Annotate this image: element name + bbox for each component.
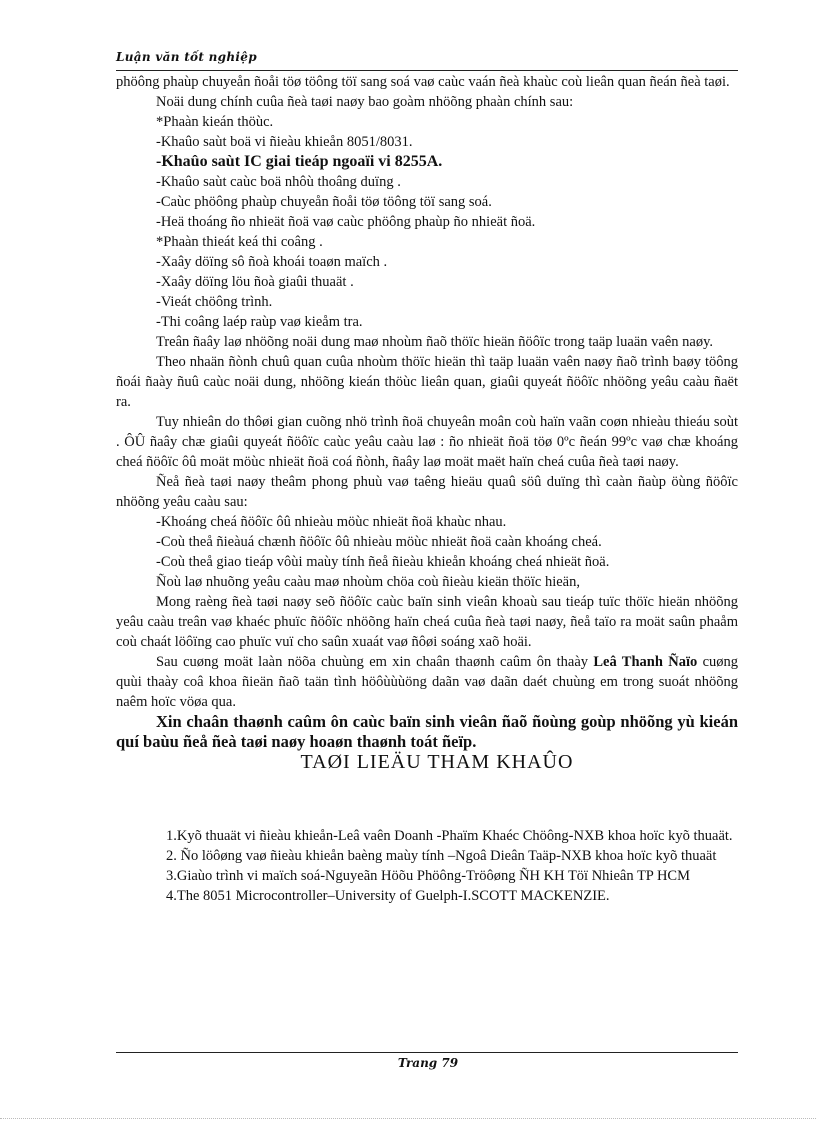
paragraph: Mong raèng ñeà taøi naøy seõ ñöôïc caùc baïn sinh vieân khoaù sau tieáp tuïc thöïc hieän nhöõng yeâu caàu treân vaø khaéc phuïc ñöôïc nhöõng haïn cheá cuûa ñeà taøi naøy, ñeå taïo ra moät saûn phaåm coù chaát löôïng cao phuïc vuï cho saûn xuaát vaø ñôøi soáng xaõ hoäi. bbox=[116, 594, 738, 650]
reference-item: 1.Kyõ thuaät vi ñieàu khieån-Leâ vaên Doanh -Phaïm Khaéc Chöông-NXB khoa hoïc kyõ thuaät. bbox=[166, 828, 733, 844]
footer-rule bbox=[116, 1052, 738, 1053]
paragraph: Tuy nhieân do thôøi gian cuõng nhö trình ñoä chuyeân moân coù haïn vaãn coøn nhieàu thieáu soùt . ÔÛ ñaây chæ giaûi quyeát ñöôïc caùc yeâu caàu laø : ño nhieät ñoä töø 0ºc ñeán 99ºc vaø chæ khoáng cheá ñöôïc ôû moät möùc nhieät ñoä coá ñònh, ñaây laø moät maët haïn cheá cuûa ñeà taøi naøy. bbox=[116, 414, 738, 470]
requirement-item: -Coù theå giao tieáp vôùi maùy tính ñeå ñieàu khieån khoáng cheá nhieät ñoä. bbox=[156, 554, 610, 570]
reference-item: 2. Ño löôøng vaø ñieàu khieån baèng maùy tính –Ngoâ Dieân Taäp-NXB khoa hoïc kyõ thuaät bbox=[166, 848, 717, 864]
outline-item: -Thi coâng laép raùp vaø kieåm tra. bbox=[156, 314, 363, 330]
outline-item: -Xaây döïng sô ñoà khoái toaøn maïch . bbox=[156, 254, 388, 270]
outline-part-1: *Phaàn kieán thöùc. bbox=[156, 114, 274, 130]
intro-continuation: phöông phaùp chuyeån ñoåi töø töông töï sang soá vaø caùc vaán ñeà khaùc coù lieân quan ñeán ñeà taøi. bbox=[116, 74, 730, 90]
page-edge-dotted-line bbox=[0, 1118, 816, 1119]
outline-item: -Heä thoáng ño nhieät ñoä vaø caùc phöông phaùp ño nhieät ñoä. bbox=[156, 214, 536, 230]
thanks-paragraph: Xin chaân thaønh caûm ôn caùc baïn sinh vieân ñaõ ñoùng goùp nhöõng yù kieán quí baùu ñeå ñeà taøi naøy hoaøn thaønh toát ñeïp. bbox=[116, 712, 738, 751]
header-rule bbox=[116, 70, 738, 71]
outline-item: -Xaây döïng löu ñoà giaûi thuaät . bbox=[156, 274, 354, 290]
running-header: Luận văn tốt nghiệp bbox=[116, 50, 257, 64]
outline-item-bold: -Khaûo saùt IC giai tieáp ngoaïi vi 8255A. bbox=[156, 153, 443, 170]
advisor-name: Leâ Thanh Ñaïo bbox=[593, 654, 698, 670]
outline-list bbox=[116, 112, 738, 332]
references-list bbox=[116, 826, 738, 906]
reference-item: 3.Giaùo trình vi maïch soá-Nguyeãn Höõu Phöông-Tröôøng ÑH KH Töï Nhieân TP HCM bbox=[166, 868, 690, 884]
paragraph: Ñeå ñeà taøi naøy theâm phong phuù vaø taêng hieäu quaû söû duïng thì caàn ñaùp öùng ñöôïc nhöõng yeâu caàu sau: bbox=[116, 474, 738, 510]
page-number: Trang 79 bbox=[397, 1056, 459, 1070]
requirement-item: -Coù theå ñieàuá chænh ñöôïc ôû nhieàu möùc nhieät ñoä caàn khoáng cheá. bbox=[156, 534, 602, 550]
paragraph: Treân ñaây laø nhöõng noäi dung maø nhoùm ñaõ thöïc hieän ñöôïc trong taäp luaän vaên naøy. bbox=[156, 334, 714, 350]
outline-item: -Vieát chöông trình. bbox=[156, 294, 273, 310]
outline-item: -Caùc phöông phaùp chuyeån ñoåi töø töông töï sang soá. bbox=[156, 194, 492, 210]
intro-lead: Noäi dung chính cuûa ñeà taøi naøy bao goàm nhöõng phaàn chính sau: bbox=[156, 94, 574, 110]
acknowledgement-text-cont: cuøng quùi thaày coâ khoa ñieän ñaõ taän tình höôùùùöng daãn vaø daãn daét chuùng em trong suoát nhöõng naêm hoïc vöøa qua. bbox=[116, 654, 739, 710]
acknowledgement-text: Sau cuøng moät laàn nöõa chuùng em xin chaân thaønh caûm ôn thaày bbox=[156, 654, 594, 670]
paragraph: Theo nhaän ñònh chuû quan cuûa nhoùm thöïc hieän thì taäp luaän vaên naøy ñaõ trình baøy töông ñoái ñaày ñuû caùc noäi dung, nhöõng kieán thöùc lieân quan, giaûi quyeát ñöôïc nhöõng yeâu caàu ñaët ra. bbox=[116, 354, 738, 410]
paragraph: Ñoù laø nhuõng yeâu caàu maø nhoùm chöa coù ñieàu kieän thöïc hieän, bbox=[156, 574, 580, 590]
references-title: TAØI LIEÄU THAM KHAÛO bbox=[300, 751, 574, 773]
outline-part-2: *Phaàn thieát keá thi coâng . bbox=[156, 234, 323, 250]
reference-item: 4.The 8051 Microcontroller–University of Guelph-I.SCOTT MACKENZIE. bbox=[166, 888, 610, 904]
body-text bbox=[116, 72, 738, 906]
outline-item: -Khaûo saùt boä vi ñieàu khieån 8051/8031. bbox=[156, 134, 413, 150]
acknowledgement-paragraph bbox=[116, 652, 738, 712]
requirement-item: -Khoáng cheá ñöôïc ôû nhieàu möùc nhieät ñoä khaùc nhau. bbox=[156, 514, 507, 530]
outline-item: -Khaûo saùt caùc boä nhôù thoâng duïng . bbox=[156, 174, 401, 190]
